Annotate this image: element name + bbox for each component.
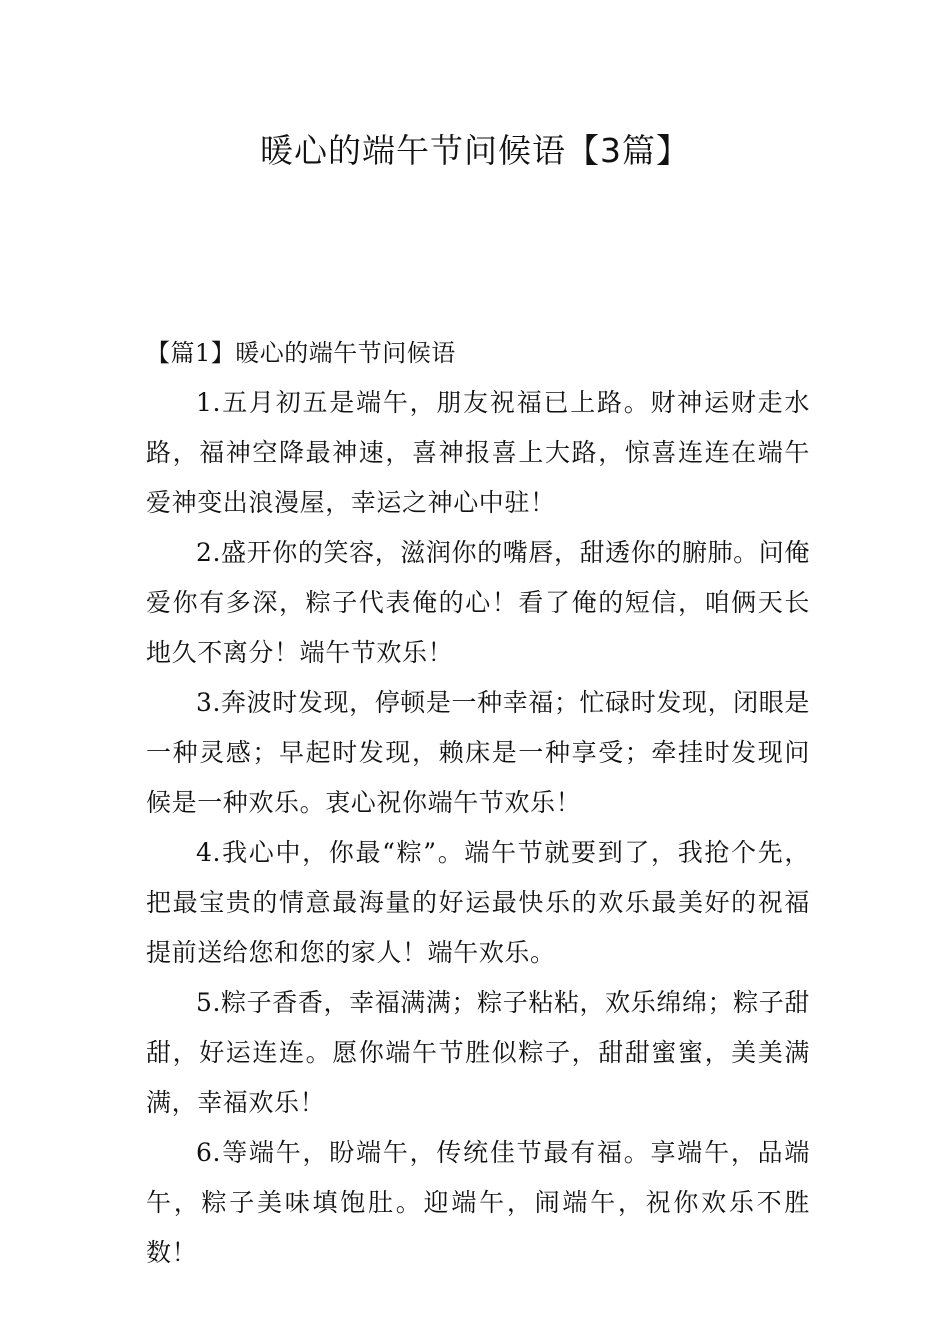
document-body [146, 328, 810, 1278]
paragraph-1: 1.五月初五是端午，朋友祝福已上路。财神运财走水路，福神空降最神速，喜神报喜上大路，惊喜连连在端午爱神变出浪漫屋，幸运之神心中驻！ [146, 388, 810, 517]
paragraph-5: 5.粽子香香，幸福满满；粽子粘粘，欢乐绵绵；粽子甜甜，好运连连。愿你端午节胜似粽子，甜甜蜜蜜，美美满满，幸福欢乐！ [146, 988, 810, 1117]
document-title: 暖心的端午节问候语【3篇】 [260, 131, 690, 170]
paragraph-3: 3.奔波时发现，停顿是一种幸福；忙碌时发现，闭眼是一种灵感；早起时发现，赖床是一种享受；牵挂时发现问候是一种欢乐。衷心祝你端午节欢乐！ [146, 688, 810, 817]
section-heading: 【篇1】暖心的端午节问候语 [146, 339, 456, 367]
paragraph-4: 4.我心中，你最“粽”。端午节就要到了，我抢个先，把最宝贵的情意最海量的好运最快乐的欢乐最美好的祝福提前送给您和您的家人！端午欢乐。 [146, 838, 810, 967]
paragraph-2: 2.盛开你的笑容，滋润你的嘴唇，甜透你的腑肺。问俺爱你有多深，粽子代表俺的心！看了俺的短信，咱俩天长地久不离分！端午节欢乐！ [146, 538, 810, 667]
paragraph-6: 6.等端午，盼端午，传统佳节最有福。享端午，品端午，粽子美味填饱肚。迎端午，闹端午，祝你欢乐不胜数！ [146, 1138, 810, 1267]
